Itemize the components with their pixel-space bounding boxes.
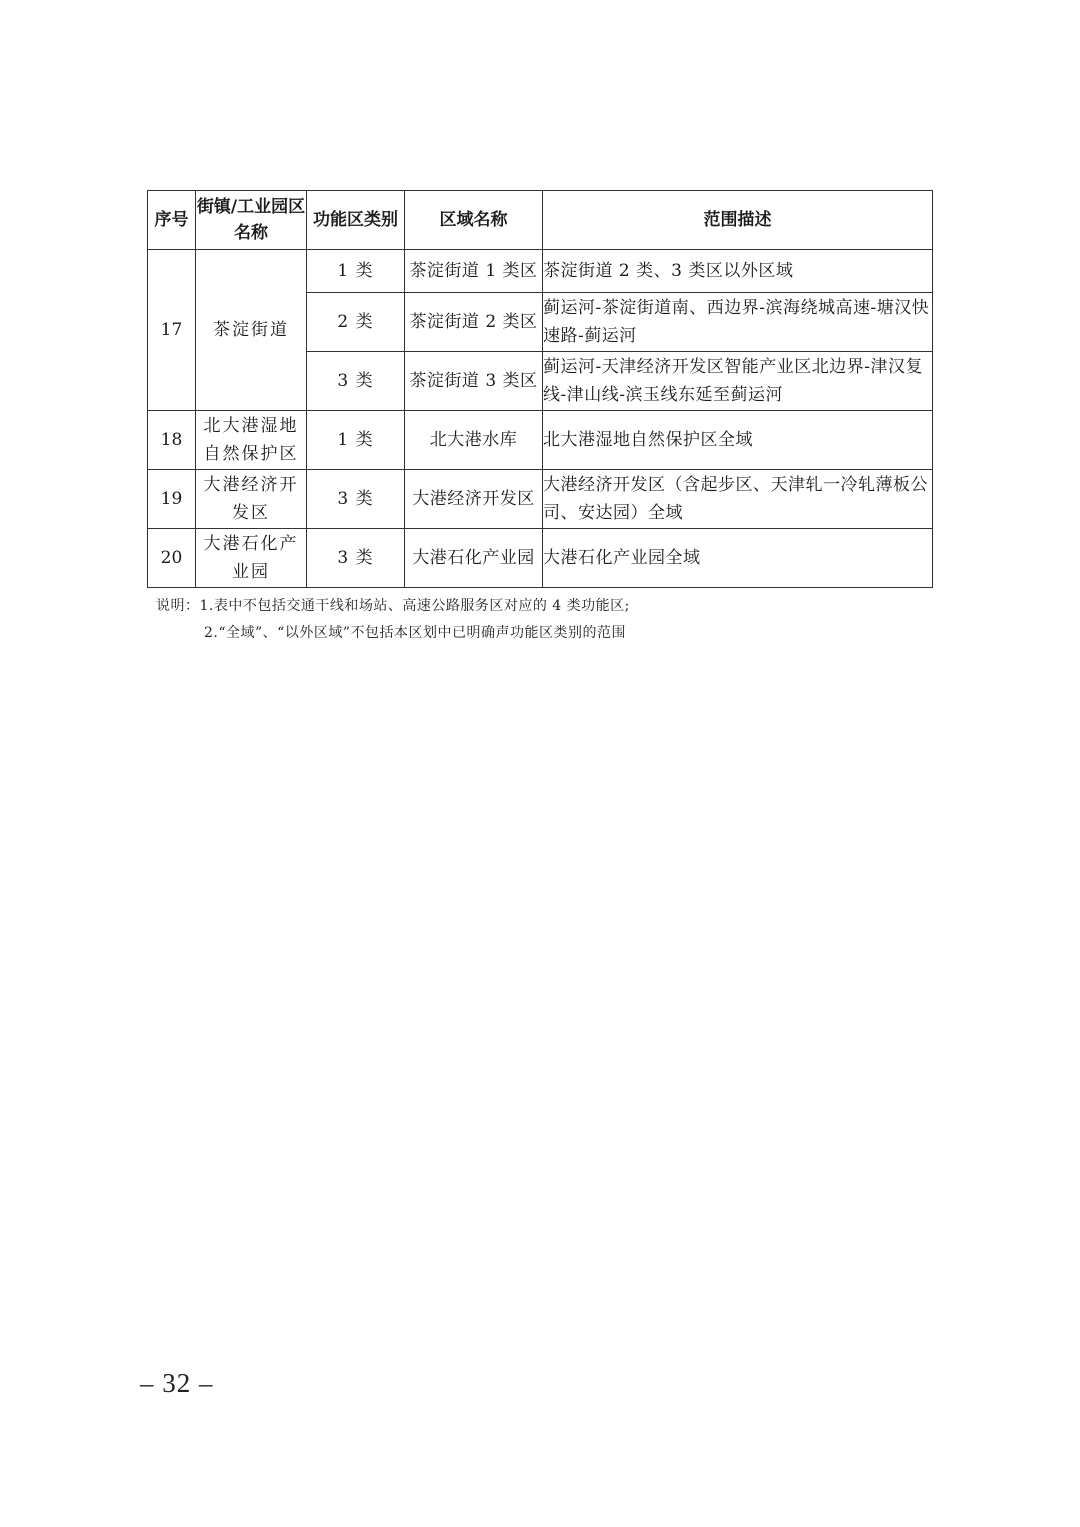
category-cell: 1 类 xyxy=(307,411,405,470)
header-category: 功能区类别 xyxy=(307,191,405,250)
page-number: – 32 – xyxy=(140,1368,214,1398)
zone-name-cell: 大港石化产业园 xyxy=(405,529,543,588)
table-notes xyxy=(156,593,630,647)
zone-name-cell: 北大港水库 xyxy=(405,411,543,470)
zone-name-cell: 茶淀街道 2 类区 xyxy=(405,293,543,352)
scope-cell: 大港石化产业园全域 xyxy=(543,529,933,588)
scope-cell: 大港经济开发区（含起步区、天津轧一冷轧薄板公司、安达园）全域 xyxy=(543,470,933,529)
zone-name-cell: 茶淀街道 3 类区 xyxy=(405,352,543,411)
scope-cell: 蓟运河-茶淀街道南、西边界-滨海绕城高速-塘汉快速路-蓟运河 xyxy=(543,293,933,352)
table-row xyxy=(148,529,933,588)
scope-cell: 茶淀街道 2 类、3 类区以外区域 xyxy=(543,250,933,293)
table-row xyxy=(148,470,933,529)
category-cell: 1 类 xyxy=(307,250,405,293)
table-row xyxy=(148,411,933,470)
town-cell: 北大港湿地自然保护区 xyxy=(196,411,307,470)
seq-cell: 20 xyxy=(148,529,196,588)
header-seq: 序号 xyxy=(148,191,196,250)
note-line-2: 2.“全域”、“以外区域”不包括本区划中已明确声功能区类别的范围 xyxy=(204,625,626,641)
town-cell: 大港石化产业园 xyxy=(196,529,307,588)
zone-name-cell: 茶淀街道 1 类区 xyxy=(405,250,543,293)
town-cell: 大港经济开发区 xyxy=(196,470,307,529)
note-line-1: 说明：1.表中不包括交通干线和场站、高速公路服务区对应的 4 类功能区; xyxy=(156,598,630,614)
category-cell: 3 类 xyxy=(307,529,405,588)
table-row xyxy=(148,250,933,293)
town-cell: 茶淀街道 xyxy=(196,250,307,411)
header-town: 街镇/工业园区名称 xyxy=(196,191,307,250)
scope-cell: 蓟运河-天津经济开发区智能产业区北边界-津汉复线-津山线-滨玉线东延至蓟运河 xyxy=(543,352,933,411)
category-cell: 3 类 xyxy=(307,470,405,529)
header-zone-name: 区域名称 xyxy=(405,191,543,250)
scope-cell: 北大港湿地自然保护区全域 xyxy=(543,411,933,470)
seq-cell: 17 xyxy=(148,250,196,411)
functional-zone-table xyxy=(147,190,933,588)
table-header-row xyxy=(148,191,933,250)
seq-cell: 18 xyxy=(148,411,196,470)
category-cell: 3 类 xyxy=(307,352,405,411)
zone-name-cell: 大港经济开发区 xyxy=(405,470,543,529)
header-scope: 范围描述 xyxy=(543,191,933,250)
seq-cell: 19 xyxy=(148,470,196,529)
category-cell: 2 类 xyxy=(307,293,405,352)
